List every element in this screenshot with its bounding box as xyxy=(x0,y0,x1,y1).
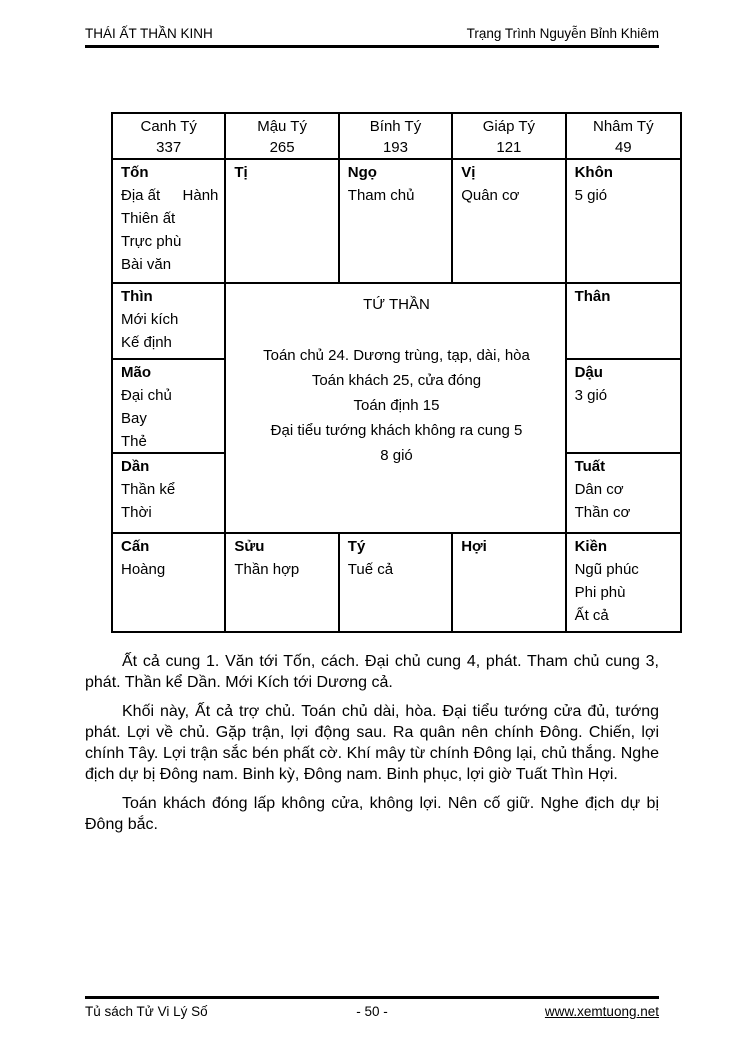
palace-title: Khôn xyxy=(574,164,613,181)
palace-line: Thẻ xyxy=(121,433,147,450)
palace-line: Bay xyxy=(121,410,147,427)
palace-title: Vị xyxy=(461,164,476,181)
palace-line: Hoàng xyxy=(121,561,166,578)
year-cell-mau-ty xyxy=(226,114,339,160)
palace-cell-thin xyxy=(113,284,226,360)
center-line: Toán định 15 xyxy=(353,397,440,414)
palace-title: Ngọ xyxy=(347,164,377,181)
footer-website-link[interactable]: www.xemtuong.net xyxy=(544,1004,659,1019)
palace-cell-suu xyxy=(226,534,339,631)
palace-line: Kế định xyxy=(121,334,172,351)
palace-title: Tý xyxy=(347,538,366,555)
palace-line: Thần hợp xyxy=(234,561,300,578)
palace-line: 3 gió xyxy=(574,387,608,404)
palace-line: Trực phù xyxy=(121,233,182,250)
palace-cell-dau xyxy=(567,360,680,454)
palace-title: Cấn xyxy=(121,538,150,555)
palace-cell-mao xyxy=(113,360,226,454)
palace-line: Phi phù xyxy=(574,584,626,601)
year-cell-canh-ty xyxy=(113,114,226,160)
palace-cell-kien xyxy=(567,534,680,631)
body-text xyxy=(85,651,659,843)
palace-cell-khon xyxy=(567,160,680,284)
body-paragraph-3: Toán khách đóng lấp không cửa, không lợi. Nên cố giữ. Nghe địch dự bị Đông bắc. xyxy=(85,795,659,833)
footer-series-title: Tủ sách Tử Vi Lý Số xyxy=(85,1004,208,1019)
year-number: 49 xyxy=(614,139,632,156)
palace-cell-tuat xyxy=(567,454,680,534)
palace-line: Mới kích xyxy=(121,311,179,328)
palace-cell-ton xyxy=(113,160,226,284)
palace-line: Bài văn xyxy=(121,256,172,273)
palace-line: Ất cả xyxy=(574,607,609,624)
year-name: Mậu Tý xyxy=(257,118,307,135)
center-line: Toán khách 25, cửa đóng xyxy=(311,372,482,389)
footer-rule xyxy=(85,996,659,999)
palace-line: Tham chủ xyxy=(347,187,415,204)
year-number: 265 xyxy=(269,139,295,156)
palace-line: Thời xyxy=(121,504,152,521)
header-rule xyxy=(85,45,659,48)
year-cell-nham-ty xyxy=(567,114,680,160)
destiny-chart-table xyxy=(111,112,682,633)
palace-line-right: Hành xyxy=(182,187,219,204)
palace-line: Ngũ phúc xyxy=(574,561,639,578)
palace-title: Tuất xyxy=(574,458,606,475)
palace-cell-ngo xyxy=(340,160,453,284)
center-cell-tu-than xyxy=(226,284,566,534)
year-name: Nhâm Tý xyxy=(593,118,654,135)
header-book-title: THÁI ẤT THẦN KINH xyxy=(85,26,213,41)
year-name: Giáp Tý xyxy=(482,118,536,135)
palace-line: Thần kể xyxy=(121,481,176,498)
palace-line: Thần cơ xyxy=(574,504,631,521)
palace-line: Thiên ất xyxy=(121,210,176,227)
palace-cell-ty xyxy=(340,534,453,631)
palace-title: Thìn xyxy=(121,288,153,305)
palace-cell-than xyxy=(567,284,680,360)
palace-title: Tốn xyxy=(121,164,149,181)
center-title: TỨ THẦN xyxy=(363,296,430,313)
palace-title: Dần xyxy=(121,458,150,475)
palace-cell-can xyxy=(113,534,226,631)
palace-title: Kiền xyxy=(574,538,608,555)
center-line: Đại tiểu tướng khách không ra cung 5 xyxy=(270,422,523,439)
year-name: Bính Tý xyxy=(369,118,422,135)
palace-cell-ti xyxy=(226,160,339,284)
page-header xyxy=(85,26,659,42)
body-paragraph-1: Ất cả cung 1. Văn tới Tốn, cách. Đại chủ cung 4, phát. Tham chủ cung 3, phát. Thần kể Dần. Mới Kích tới Dương cả. xyxy=(85,653,659,691)
palace-cell-hoi xyxy=(453,534,566,631)
palace-cell-vi xyxy=(453,160,566,284)
palace-line-left: Địa ất xyxy=(121,187,161,204)
palace-title: Thân xyxy=(574,288,611,305)
center-line: Toán chủ 24. Dương trùng, tạp, dài, hòa xyxy=(263,347,530,364)
center-line: 8 gió xyxy=(380,447,413,464)
palace-line: Tuế cả xyxy=(347,561,394,578)
palace-title: Sửu xyxy=(234,538,265,555)
palace-cell-dan xyxy=(113,454,226,534)
year-cell-giap-ty xyxy=(453,114,566,160)
palace-line: Đại chủ xyxy=(121,387,172,404)
year-cell-binh-ty xyxy=(340,114,453,160)
palace-title: Hợi xyxy=(461,538,487,555)
palace-line: Quân cơ xyxy=(461,187,520,204)
year-number: 121 xyxy=(496,139,522,156)
year-name: Canh Tý xyxy=(140,118,197,135)
body-paragraph-2: Khối này, Ất cả trợ chủ. Toán chủ dài, hòa. Đại tiểu tướng cửa đủ, tướng phát. Lợi về chủ. Gặp trận, lợi động sau. Ra quân nên chính Đông. Chiến, lợi chính Tây. Lợi trận sắc bén phất cờ. Khí mây từ chính Đông lại, chủ thắng. Nghe địch dự bị Đông nam. Binh kỳ, Đông nam. Binh phục, lợi giờ Tuất Thìn Hợi. xyxy=(85,703,659,783)
palace-line: 5 gió xyxy=(574,187,608,204)
year-number: 193 xyxy=(382,139,408,156)
year-number: 337 xyxy=(156,139,182,156)
palace-line: Dân cơ xyxy=(574,481,624,498)
palace-line xyxy=(121,184,218,207)
palace-title: Dậu xyxy=(574,364,603,381)
palace-title: Tị xyxy=(234,164,248,181)
page-footer xyxy=(85,1003,659,1020)
palace-title: Mão xyxy=(121,364,151,381)
footer-page-number: - 50 - xyxy=(356,1004,388,1019)
header-author: Trạng Trình Nguyễn Bỉnh Khiêm xyxy=(466,26,659,41)
